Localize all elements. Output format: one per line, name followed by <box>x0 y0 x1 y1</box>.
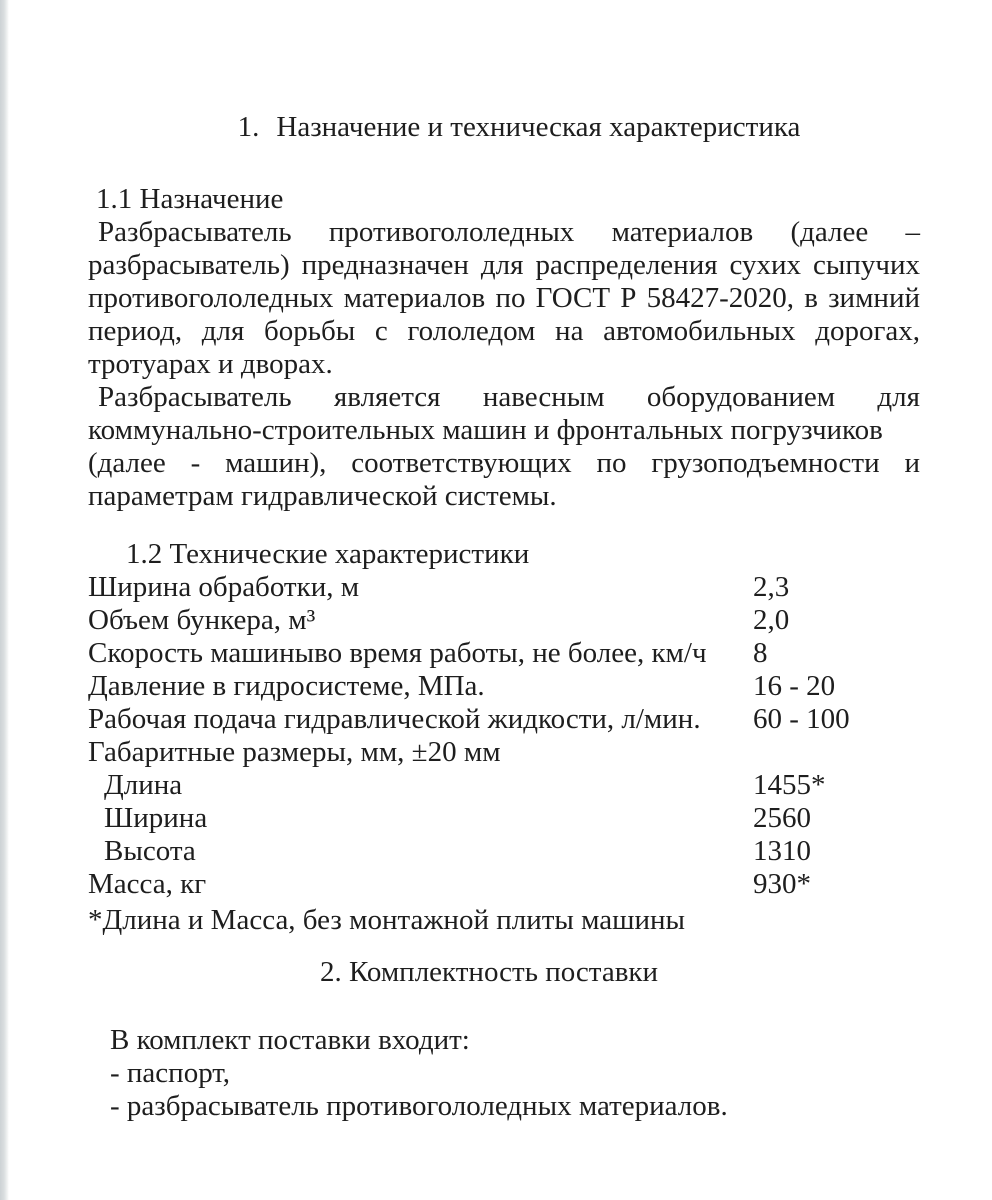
spec-label: Скорость машиныво время работы, не более, км/ч <box>88 637 707 669</box>
spec-row-length <box>88 769 920 802</box>
paragraph-line: Разбрасыватель является навесным оборудованием для <box>98 381 920 413</box>
paragraph-line: разбрасыватель) предназначен для распределения сухих сыпучих <box>88 249 920 281</box>
delivery-set-item: - разбрасыватель противогололедных материалов. <box>110 1090 728 1122</box>
paragraph-line: коммунально-строительных машин и фронтальных погрузчиков <box>88 414 883 446</box>
section-1-number: 1. <box>237 111 260 143</box>
spec-label: Ширина <box>104 802 208 834</box>
spec-value: 1455* <box>753 769 826 801</box>
heading-1-2: 1.2 Технические характеристики <box>126 538 530 570</box>
spec-row-max-speed <box>88 637 920 670</box>
spec-label: Высота <box>104 835 196 867</box>
spec-value: 16 - 20 <box>753 670 836 702</box>
spec-label: Ширина обработки, м <box>88 571 360 603</box>
section-2-heading: 2. Комплектность поставки <box>319 956 659 988</box>
spec-value <box>753 736 920 769</box>
spec-value: 2560 <box>753 802 811 834</box>
spec-value: 930* <box>753 868 811 900</box>
paragraph-line: противогололедных материалов по ГОСТ Р 58427-2020, в зимний <box>88 282 920 314</box>
spec-label: Объем бункера, м³ <box>88 604 316 636</box>
page-left-edge-shadow <box>0 0 9 1200</box>
spec-label: Рабочая подача гидравлической жидкости, л/мин. <box>88 703 701 735</box>
heading-1-1: 1.1 Назначение <box>96 183 284 215</box>
spec-row-width <box>88 802 920 835</box>
paragraph-line: период, для борьбы с гололедом на автомобильных дорогах, <box>88 315 920 347</box>
spec-value: 60 - 100 <box>753 703 850 735</box>
paragraph-purpose-1 <box>88 216 920 381</box>
spec-row-overall-dimensions <box>88 736 920 769</box>
spec-row-hydraulic-flow <box>88 703 920 736</box>
spec-table <box>88 571 920 901</box>
document-content <box>88 0 920 1123</box>
paragraph-line: (далее - машин), соответствующих по грузоподъемности и <box>88 447 920 479</box>
spec-row-mass <box>88 868 920 901</box>
paragraph-line: параметрам гидравлической системы. <box>88 480 557 512</box>
paragraph-line: тротуарах и дворах. <box>88 348 333 380</box>
delivery-set-intro: В комплект поставки входит: <box>110 1024 470 1056</box>
spec-label: Масса, кг <box>88 868 207 900</box>
spec-row-hopper-volume <box>88 604 920 637</box>
spec-value: 8 <box>753 637 768 669</box>
spec-label: Габаритные размеры, мм, ±20 мм <box>88 736 501 768</box>
paragraph-line: Разбрасыватель противогололедных материалов (далее – <box>98 216 920 248</box>
spec-label: Давление в гидросистеме, МПа. <box>88 670 485 702</box>
section-1-title-text: Назначение и техническая характеристика <box>276 111 801 143</box>
spec-value: 2,0 <box>753 604 790 636</box>
spec-value: 2,3 <box>753 571 790 603</box>
spec-value: 1310 <box>753 835 811 867</box>
section-1-heading <box>88 111 920 144</box>
delivery-set-item: - паспорт, <box>110 1057 231 1089</box>
spec-row-hydraulic-pressure <box>88 670 920 703</box>
spec-row-working-width <box>88 571 920 604</box>
spec-row-height <box>88 835 920 868</box>
paragraph-purpose-2 <box>88 381 920 513</box>
spec-label: Длина <box>104 769 183 801</box>
spec-footnote: *Длина и Масса, без монтажной плиты машины <box>88 904 686 936</box>
